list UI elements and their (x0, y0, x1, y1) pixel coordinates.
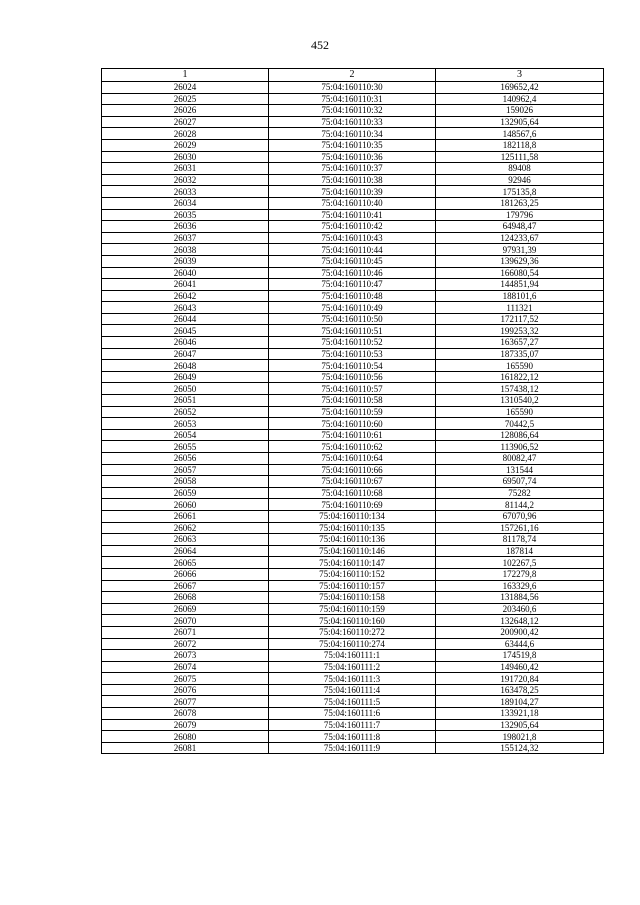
cadastral-number-cell: 75:04:160110:39 (269, 186, 436, 198)
value-cell: 179796 (436, 209, 604, 221)
row-number-cell: 26039 (102, 255, 269, 267)
table-row (102, 406, 604, 418)
row-number-cell: 26061 (102, 510, 269, 522)
table-row (102, 510, 604, 522)
cadastral-number-cell: 75:04:160111:1 (269, 650, 436, 662)
row-number-cell: 26027 (102, 116, 269, 128)
table-row (102, 453, 604, 465)
row-number-cell: 26026 (102, 105, 269, 117)
table-row (102, 568, 604, 580)
row-number-cell: 26056 (102, 453, 269, 465)
row-number-cell: 26041 (102, 279, 269, 291)
row-number-cell: 26054 (102, 429, 269, 441)
table-row (102, 360, 604, 372)
row-number-cell: 26068 (102, 592, 269, 604)
row-number-cell: 26073 (102, 650, 269, 662)
value-cell: 140962,4 (436, 93, 604, 105)
cadastral-number-cell: 75:04:160110:135 (269, 522, 436, 534)
table-row (102, 603, 604, 615)
cadastral-number-cell: 75:04:160110:158 (269, 592, 436, 604)
table-row (102, 696, 604, 708)
row-number-cell: 26053 (102, 418, 269, 430)
table-row (102, 255, 604, 267)
value-cell: 203460,6 (436, 603, 604, 615)
row-number-cell: 26077 (102, 696, 269, 708)
row-number-cell: 26043 (102, 302, 269, 314)
page-number: 452 (311, 38, 329, 52)
cadastral-number-cell: 75:04:160110:35 (269, 139, 436, 151)
value-cell: 75282 (436, 487, 604, 499)
row-number-cell: 26076 (102, 684, 269, 696)
table-row (102, 116, 604, 128)
cadastral-number-cell: 75:04:160110:157 (269, 580, 436, 592)
row-number-cell: 26059 (102, 487, 269, 499)
value-cell: 132905,64 (436, 719, 604, 731)
row-number-cell: 26031 (102, 163, 269, 175)
value-cell: 133921,18 (436, 708, 604, 720)
row-number-cell: 26024 (102, 82, 269, 94)
table-row (102, 395, 604, 407)
table-row (102, 545, 604, 557)
row-number-cell: 26066 (102, 568, 269, 580)
table-row (102, 186, 604, 198)
value-cell: 198021,8 (436, 731, 604, 743)
table-row (102, 487, 604, 499)
cadastral-number-cell: 75:04:160110:47 (269, 279, 436, 291)
value-cell: 181263,25 (436, 197, 604, 209)
cadastral-number-cell: 75:04:160111:8 (269, 731, 436, 743)
row-number-cell: 26029 (102, 139, 269, 151)
row-number-cell: 26062 (102, 522, 269, 534)
table-row (102, 82, 604, 94)
table-row (102, 371, 604, 383)
table-row (102, 348, 604, 360)
table-row (102, 139, 604, 151)
row-number-cell: 26060 (102, 499, 269, 511)
row-number-cell: 26040 (102, 267, 269, 279)
cadastral-number-cell: 75:04:160110:36 (269, 151, 436, 163)
table-row (102, 279, 604, 291)
row-number-cell: 26033 (102, 186, 269, 198)
value-cell: 169652,42 (436, 82, 604, 94)
row-number-cell: 26046 (102, 337, 269, 349)
header-row (102, 69, 604, 82)
value-cell: 64948,47 (436, 221, 604, 233)
cadastral-number-cell: 75:04:160110:37 (269, 163, 436, 175)
value-cell: 81178,74 (436, 534, 604, 546)
value-cell: 148567,6 (436, 128, 604, 140)
cadastral-number-cell: 75:04:160110:53 (269, 348, 436, 360)
row-number-cell: 26079 (102, 719, 269, 731)
cadastral-number-cell: 75:04:160110:159 (269, 603, 436, 615)
value-cell: 163478,25 (436, 684, 604, 696)
row-number-cell: 26030 (102, 151, 269, 163)
table-row (102, 313, 604, 325)
table-row (102, 429, 604, 441)
table-row (102, 464, 604, 476)
cadastral-number-cell: 75:04:160110:50 (269, 313, 436, 325)
cadastral-number-cell: 75:04:160110:146 (269, 545, 436, 557)
cadastral-number-cell: 75:04:160110:41 (269, 209, 436, 221)
table-row (102, 441, 604, 453)
row-number-cell: 26045 (102, 325, 269, 337)
table-row (102, 174, 604, 186)
value-cell: 163329,6 (436, 580, 604, 592)
value-cell: 187335,07 (436, 348, 604, 360)
cadastral-number-cell: 75:04:160110:31 (269, 93, 436, 105)
value-cell: 128086,64 (436, 429, 604, 441)
table-row (102, 325, 604, 337)
row-number-cell: 26049 (102, 371, 269, 383)
cadastral-number-cell: 75:04:160110:69 (269, 499, 436, 511)
row-number-cell: 26065 (102, 557, 269, 569)
table-row (102, 719, 604, 731)
table-row (102, 708, 604, 720)
cadastral-number-cell: 75:04:160110:274 (269, 638, 436, 650)
cadastral-number-cell: 75:04:160110:136 (269, 534, 436, 546)
value-cell: 199253,32 (436, 325, 604, 337)
row-number-cell: 26036 (102, 221, 269, 233)
cadastral-number-cell: 75:04:160111:4 (269, 684, 436, 696)
table-row (102, 128, 604, 140)
row-number-cell: 26044 (102, 313, 269, 325)
value-cell: 172117,52 (436, 313, 604, 325)
value-cell: 144851,94 (436, 279, 604, 291)
row-number-cell: 26042 (102, 290, 269, 302)
cadastral-number-cell: 75:04:160110:68 (269, 487, 436, 499)
cadastral-number-cell: 75:04:160110:40 (269, 197, 436, 209)
row-number-cell: 26080 (102, 731, 269, 743)
table-row (102, 337, 604, 349)
value-cell: 102267,5 (436, 557, 604, 569)
cadastral-number-cell: 75:04:160110:152 (269, 568, 436, 580)
table-row (102, 383, 604, 395)
cadastral-number-cell: 75:04:160110:147 (269, 557, 436, 569)
value-cell: 149460,42 (436, 661, 604, 673)
row-number-cell: 26057 (102, 464, 269, 476)
table-row (102, 244, 604, 256)
row-number-cell: 26074 (102, 661, 269, 673)
table-row (102, 105, 604, 117)
table-row (102, 302, 604, 314)
cadastral-number-cell: 75:04:160110:134 (269, 510, 436, 522)
table-body (102, 82, 604, 754)
table-row (102, 476, 604, 488)
value-cell: 182118,8 (436, 139, 604, 151)
cadastral-number-cell: 75:04:160110:62 (269, 441, 436, 453)
cadastral-number-cell: 75:04:160111:7 (269, 719, 436, 731)
table-row (102, 209, 604, 221)
row-number-cell: 26050 (102, 383, 269, 395)
cadastral-number-cell: 75:04:160111:6 (269, 708, 436, 720)
cadastral-number-cell: 75:04:160110:52 (269, 337, 436, 349)
cadastral-number-cell: 75:04:160110:45 (269, 255, 436, 267)
value-cell: 159026 (436, 105, 604, 117)
value-cell: 97931,39 (436, 244, 604, 256)
row-number-cell: 26072 (102, 638, 269, 650)
value-cell: 165590 (436, 406, 604, 418)
value-cell: 189104,27 (436, 696, 604, 708)
value-cell: 132648,12 (436, 615, 604, 627)
table-header (102, 69, 604, 82)
value-cell: 174519,8 (436, 650, 604, 662)
table-row (102, 93, 604, 105)
row-number-cell: 26037 (102, 232, 269, 244)
row-number-cell: 26064 (102, 545, 269, 557)
table-row (102, 684, 604, 696)
cadastral-number-cell: 75:04:160111:9 (269, 742, 436, 754)
value-cell: 81144,2 (436, 499, 604, 511)
value-cell: 63444,6 (436, 638, 604, 650)
value-cell: 67070,96 (436, 510, 604, 522)
row-number-cell: 26048 (102, 360, 269, 372)
row-number-cell: 26038 (102, 244, 269, 256)
table-row (102, 221, 604, 233)
value-cell: 89408 (436, 163, 604, 175)
table-row (102, 197, 604, 209)
cadastral-number-cell: 75:04:160110:32 (269, 105, 436, 117)
value-cell: 92946 (436, 174, 604, 186)
table-row (102, 626, 604, 638)
value-cell: 155124,32 (436, 742, 604, 754)
row-number-cell: 26032 (102, 174, 269, 186)
table-row (102, 661, 604, 673)
table-row (102, 557, 604, 569)
row-number-cell: 26051 (102, 395, 269, 407)
cadastral-number-cell: 75:04:160110:66 (269, 464, 436, 476)
column-header-2: 2 (269, 69, 436, 82)
value-cell: 80082,47 (436, 453, 604, 465)
value-cell: 124233,67 (436, 232, 604, 244)
cadastral-number-cell: 75:04:160110:58 (269, 395, 436, 407)
value-cell: 175135,8 (436, 186, 604, 198)
table-row (102, 522, 604, 534)
value-cell: 200900,42 (436, 626, 604, 638)
table-row (102, 650, 604, 662)
table-row (102, 290, 604, 302)
value-cell: 132905,64 (436, 116, 604, 128)
row-number-cell: 26071 (102, 626, 269, 638)
table-row (102, 232, 604, 244)
cadastral-number-cell: 75:04:160110:30 (269, 82, 436, 94)
value-cell: 166080,54 (436, 267, 604, 279)
cadastral-number-cell: 75:04:160111:2 (269, 661, 436, 673)
cadastral-number-cell: 75:04:160110:34 (269, 128, 436, 140)
cadastral-number-cell: 75:04:160110:272 (269, 626, 436, 638)
cadastral-number-cell: 75:04:160110:60 (269, 418, 436, 430)
row-number-cell: 26025 (102, 93, 269, 105)
cadastral-number-cell: 75:04:160110:44 (269, 244, 436, 256)
cadastral-number-cell: 75:04:160110:54 (269, 360, 436, 372)
value-cell: 188101,6 (436, 290, 604, 302)
cadastral-number-cell: 75:04:160110:61 (269, 429, 436, 441)
table-row (102, 267, 604, 279)
cadastral-number-cell: 75:04:160110:46 (269, 267, 436, 279)
table-row (102, 499, 604, 511)
row-number-cell: 26075 (102, 673, 269, 685)
table-row (102, 673, 604, 685)
cadastral-number-cell: 75:04:160111:5 (269, 696, 436, 708)
row-number-cell: 26034 (102, 197, 269, 209)
cadastral-number-cell: 75:04:160110:67 (269, 476, 436, 488)
row-number-cell: 26055 (102, 441, 269, 453)
value-cell: 1310540,2 (436, 395, 604, 407)
value-cell: 125111,58 (436, 151, 604, 163)
column-header-3: 3 (436, 69, 604, 82)
column-header-1: 1 (102, 69, 269, 82)
table-row (102, 615, 604, 627)
value-cell: 187814 (436, 545, 604, 557)
cadastral-number-cell: 75:04:160110:64 (269, 453, 436, 465)
value-cell: 69507,74 (436, 476, 604, 488)
value-cell: 191720,84 (436, 673, 604, 685)
register-table (101, 68, 604, 754)
cadastral-number-cell: 75:04:160110:33 (269, 116, 436, 128)
cadastral-number-cell: 75:04:160110:160 (269, 615, 436, 627)
row-number-cell: 26035 (102, 209, 269, 221)
row-number-cell: 26028 (102, 128, 269, 140)
value-cell: 165590 (436, 360, 604, 372)
cadastral-number-cell: 75:04:160110:59 (269, 406, 436, 418)
cadastral-number-cell: 75:04:160110:43 (269, 232, 436, 244)
value-cell: 139629,36 (436, 255, 604, 267)
row-number-cell: 26070 (102, 615, 269, 627)
row-number-cell: 26052 (102, 406, 269, 418)
row-number-cell: 26058 (102, 476, 269, 488)
table-row (102, 418, 604, 430)
table-row (102, 742, 604, 754)
row-number-cell: 26078 (102, 708, 269, 720)
cadastral-number-cell: 75:04:160111:3 (269, 673, 436, 685)
table-row (102, 580, 604, 592)
table-row (102, 163, 604, 175)
row-number-cell: 26063 (102, 534, 269, 546)
cadastral-number-cell: 75:04:160110:38 (269, 174, 436, 186)
value-cell: 111321 (436, 302, 604, 314)
table-row (102, 534, 604, 546)
value-cell: 131544 (436, 464, 604, 476)
value-cell: 157438,12 (436, 383, 604, 395)
cadastral-number-cell: 75:04:160110:49 (269, 302, 436, 314)
row-number-cell: 26047 (102, 348, 269, 360)
table-row (102, 592, 604, 604)
cadastral-number-cell: 75:04:160110:51 (269, 325, 436, 337)
value-cell: 172279,8 (436, 568, 604, 580)
cadastral-number-cell: 75:04:160110:56 (269, 371, 436, 383)
cadastral-number-cell: 75:04:160110:48 (269, 290, 436, 302)
value-cell: 131884,56 (436, 592, 604, 604)
value-cell: 70442,5 (436, 418, 604, 430)
value-cell: 113906,52 (436, 441, 604, 453)
table-row (102, 151, 604, 163)
row-number-cell: 26067 (102, 580, 269, 592)
row-number-cell: 26081 (102, 742, 269, 754)
value-cell: 157261,16 (436, 522, 604, 534)
value-cell: 161822,12 (436, 371, 604, 383)
row-number-cell: 26069 (102, 603, 269, 615)
cadastral-number-cell: 75:04:160110:57 (269, 383, 436, 395)
table-row (102, 731, 604, 743)
table-row (102, 638, 604, 650)
value-cell: 163657,27 (436, 337, 604, 349)
cadastral-number-cell: 75:04:160110:42 (269, 221, 436, 233)
